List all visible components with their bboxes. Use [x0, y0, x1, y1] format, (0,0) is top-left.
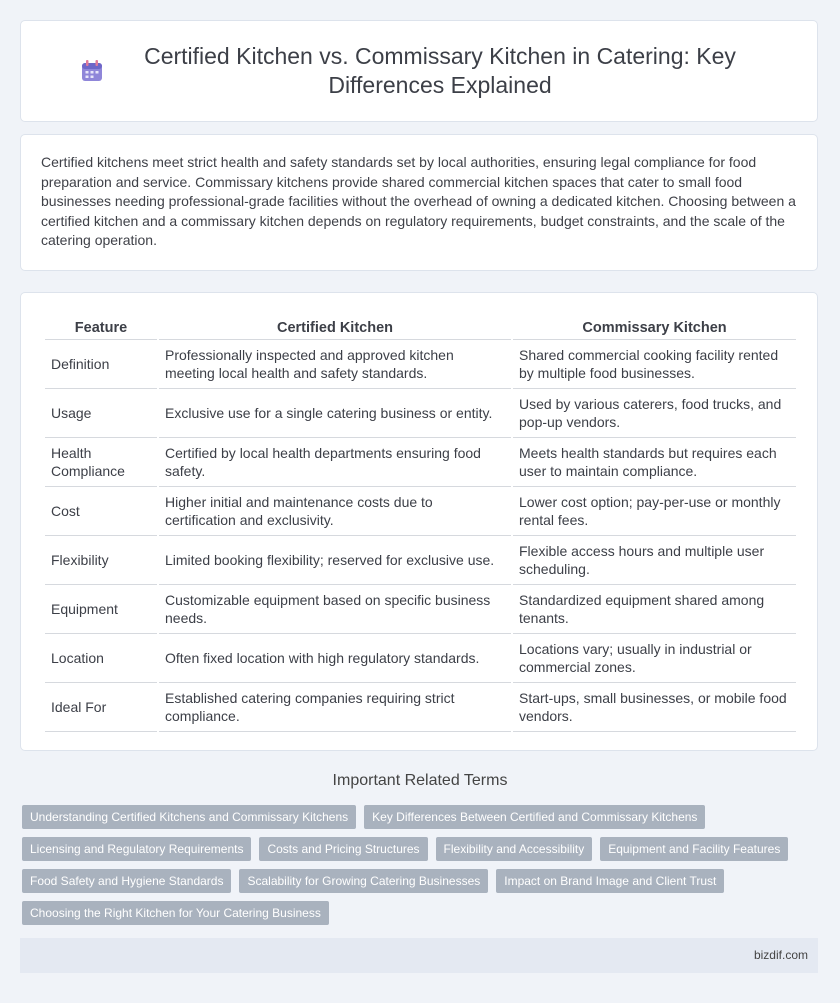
related-term-tag[interactable]: Understanding Certified Kitchens and Commissary Kitchens [22, 805, 356, 829]
certified-cell: Professionally inspected and approved kitchen meeting local health and safety standards. [159, 340, 511, 389]
commissary-cell: Shared commercial cooking facility rented by multiple food businesses. [513, 340, 796, 389]
feature-cell: Location [45, 634, 157, 683]
certified-cell: Established catering companies requiring strict compliance. [159, 683, 511, 732]
related-term-tag[interactable]: Equipment and Facility Features [600, 837, 788, 861]
intro-card [20, 134, 818, 271]
title-row [79, 42, 759, 100]
related-term-tag[interactable]: Choosing the Right Kitchen for Your Catering Business [22, 901, 329, 925]
commissary-cell: Start-ups, small businesses, or mobile food vendors. [513, 683, 796, 732]
related-terms-list [22, 805, 812, 933]
calendar-icon [79, 58, 105, 84]
comparison-table [43, 315, 798, 732]
certified-cell: Customizable equipment based on specific business needs. [159, 585, 511, 634]
column-header-feature: Feature [45, 315, 157, 340]
feature-cell: Ideal For [45, 683, 157, 732]
commissary-cell: Lower cost option; pay-per-use or monthly rental fees. [513, 487, 796, 536]
table-row [45, 536, 796, 585]
title-card [20, 20, 818, 122]
related-term-tag[interactable]: Impact on Brand Image and Client Trust [496, 869, 724, 893]
feature-cell: Usage [45, 389, 157, 438]
related-term-tag[interactable]: Key Differences Between Certified and Commissary Kitchens [364, 805, 705, 829]
related-term-tag[interactable]: Food Safety and Hygiene Standards [22, 869, 231, 893]
table-row [45, 438, 796, 487]
column-header-certified: Certified Kitchen [159, 315, 511, 340]
intro-paragraph: Certified kitchens meet strict health and safety standards set by local authorities, ensuring legal compliance for food preparation and service. Commissary kitchens provide shared commercial kitchen spaces that cater to small food businesses needing professional-grade facilities without the overhead of owning a dedicated kitchen. Choosing between a certified kitchen and a commissary kitchen depends on regulatory requirements, budget constraints, and the scale of the catering operation. [41, 154, 796, 248]
column-header-commissary: Commissary Kitchen [513, 315, 796, 340]
comparison-card [20, 292, 818, 751]
commissary-cell: Meets health standards but requires each user to maintain compliance. [513, 438, 796, 487]
commissary-cell: Standardized equipment shared among tenants. [513, 585, 796, 634]
certified-cell: Exclusive use for a single catering business or entity. [159, 389, 511, 438]
related-term-tag[interactable]: Flexibility and Accessibility [436, 837, 593, 861]
feature-cell: Definition [45, 340, 157, 389]
feature-cell: Equipment [45, 585, 157, 634]
related-term-tag[interactable]: Licensing and Regulatory Requirements [22, 837, 251, 861]
table-row [45, 340, 796, 389]
table-row [45, 487, 796, 536]
feature-cell: Cost [45, 487, 157, 536]
related-terms-heading: Important Related Terms [332, 772, 508, 789]
related-term-tag[interactable]: Costs and Pricing Structures [259, 837, 427, 861]
certified-cell: Higher initial and maintenance costs due to certification and exclusivity. [159, 487, 511, 536]
table-row [45, 585, 796, 634]
feature-cell: Health Compliance [45, 438, 157, 487]
certified-cell: Certified by local health departments ensuring food safety. [159, 438, 511, 487]
certified-cell: Limited booking flexibility; reserved for exclusive use. [159, 536, 511, 585]
footer [20, 938, 818, 973]
table-row [45, 389, 796, 438]
table-row [45, 634, 796, 683]
table-header-row [45, 315, 796, 340]
feature-cell: Flexibility [45, 536, 157, 585]
related-term-tag[interactable]: Scalability for Growing Catering Businesses [239, 869, 488, 893]
page-title: Certified Kitchen vs. Commissary Kitchen in Catering: Key Differences Explained [144, 43, 736, 98]
table-row [45, 683, 796, 732]
commissary-cell: Locations vary; usually in industrial or commercial zones. [513, 634, 796, 683]
footer-site-link[interactable]: bizdif.com [753, 948, 808, 962]
commissary-cell: Flexible access hours and multiple user scheduling. [513, 536, 796, 585]
certified-cell: Often fixed location with high regulatory standards. [159, 634, 511, 683]
commissary-cell: Used by various caterers, food trucks, and pop-up vendors. [513, 389, 796, 438]
